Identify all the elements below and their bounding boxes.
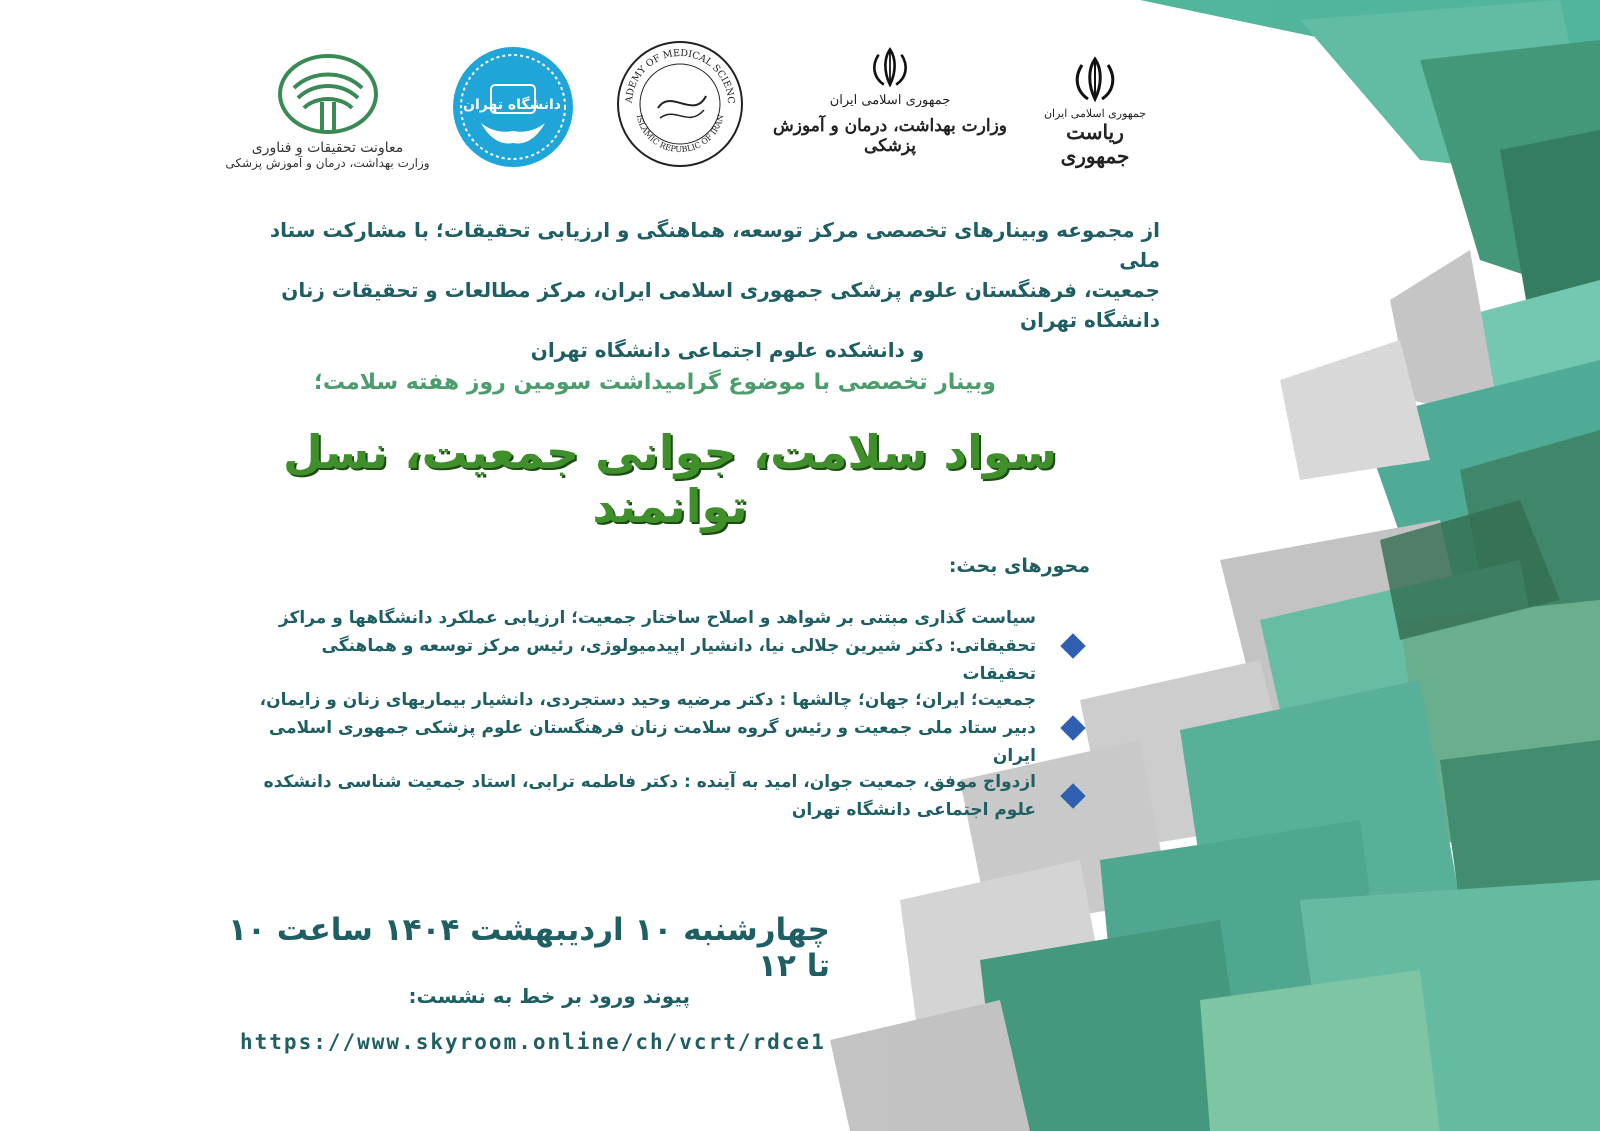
intro-paragraph xyxy=(235,215,1160,365)
academy-seal-icon xyxy=(614,38,746,170)
research-deputy-logo xyxy=(225,52,430,170)
research-line1: معاونت تحقیقات و فناوری xyxy=(251,140,404,156)
bullet-diamond-icon xyxy=(1060,783,1085,808)
intro-line-3: و دانشکده علوم اجتماعی دانشگاه تهران xyxy=(530,338,925,362)
svg-text:ACADEMY OF MEDICAL SCIENCES: ADEMY OF MEDICAL SCIENC xyxy=(623,47,737,105)
emblem-icon xyxy=(868,45,912,89)
presidency-logo xyxy=(1030,55,1160,168)
presidency-line1: جمهوری اسلامی ایران xyxy=(1043,107,1147,120)
event-date: چهارشنبه ۱۰ اردیبهشت ۱۴۰۴ ساعت ۱۰ تا ۱۲ xyxy=(228,912,830,984)
topic-1-line-1: سیاست گذاری مبتنی بر شواهد و اصلاح ساختار جمعیت؛ ارزیابی عملکرد دانشگاهها و مراکز xyxy=(278,608,1036,628)
intro-line-2: جمعیت، فرهنگستان علوم پزشکی جمهوری اسلامی ایران، مرکز مطالعات و تحقیقات زنان دانشگاه تهران xyxy=(281,278,1160,332)
topic-item-2 xyxy=(250,686,1090,770)
topic-1-line-2: تحقیقاتی: دکتر شیرین جلالی نیا، دانشیار اپیدمیولوژی، رئیس مرکز توسعه و هماهنگی تحقیقات xyxy=(321,636,1036,684)
ministry-line2: وزارت بهداشت، درمان و آموزش پزشکی xyxy=(773,116,1007,156)
tree-icon xyxy=(276,52,380,136)
intro-line-1: از مجموعه وبینارهای تخصصی مرکز توسعه، هماهنگی و ارزیابی تحقیقات؛ با مشارکت ستاد ملی xyxy=(269,218,1160,272)
topic-item-1 xyxy=(250,604,1090,688)
emblem-icon xyxy=(1070,55,1120,103)
link-label: پیوند ورود بر خط به نشست: xyxy=(408,984,690,1008)
university-name: دانشگاه تهران xyxy=(463,97,561,113)
topic-2-line-2: دبیر ستاد ملی جمعیت و رئیس گروه سلامت زنان فرهنگستان علوم پزشکی جمهوری اسلامی ایران xyxy=(268,718,1036,766)
presidency-line2: ریاست جمهوری xyxy=(1060,120,1130,168)
topics-heading: محورهای بحث: xyxy=(948,555,1090,577)
research-line2: وزارت بهداشت، درمان و آموزش پزشکی xyxy=(225,156,430,170)
university-tehran-logo xyxy=(450,45,575,170)
svg-text:ISLAMIC REPUBLIC OF IRAN: ISLAMIC REPUBLIC OF IRAN xyxy=(634,113,726,155)
topic-item-3 xyxy=(250,768,1090,824)
session-link[interactable]: https://www.skyroom.online/ch/vcrt/rdce1 xyxy=(240,1030,826,1054)
topic-2-line-1: جمعیت؛ ایران؛ جهان؛ چالشها : دکتر مرضیه وحید دستجردی، دانشیار بیماریهای زنان و زایمان، xyxy=(259,690,1036,710)
main-title: سواد سلامت، جوانی جمعیت، نسل توانمند xyxy=(283,425,1057,533)
ministry-health-logo xyxy=(770,45,1010,156)
bullet-diamond-icon xyxy=(1060,715,1085,740)
topic-3-line-1: ازدواج موفق، جمعیت جوان، امید به آینده : دکتر فاطمه ترابی، استاد جمعیت شناسی دانشکده xyxy=(263,772,1036,792)
bullet-diamond-icon xyxy=(1060,633,1085,658)
academy-logo xyxy=(610,38,750,168)
ministry-line1: جمهوری اسلامی ایران xyxy=(829,93,951,108)
topic-3-line-2: علوم اجتماعی دانشگاه تهران xyxy=(791,800,1036,820)
webinar-subtitle: وبینار تخصصی با موضوع گرامیداشت سومین روز هفته سلامت؛ xyxy=(314,370,996,395)
